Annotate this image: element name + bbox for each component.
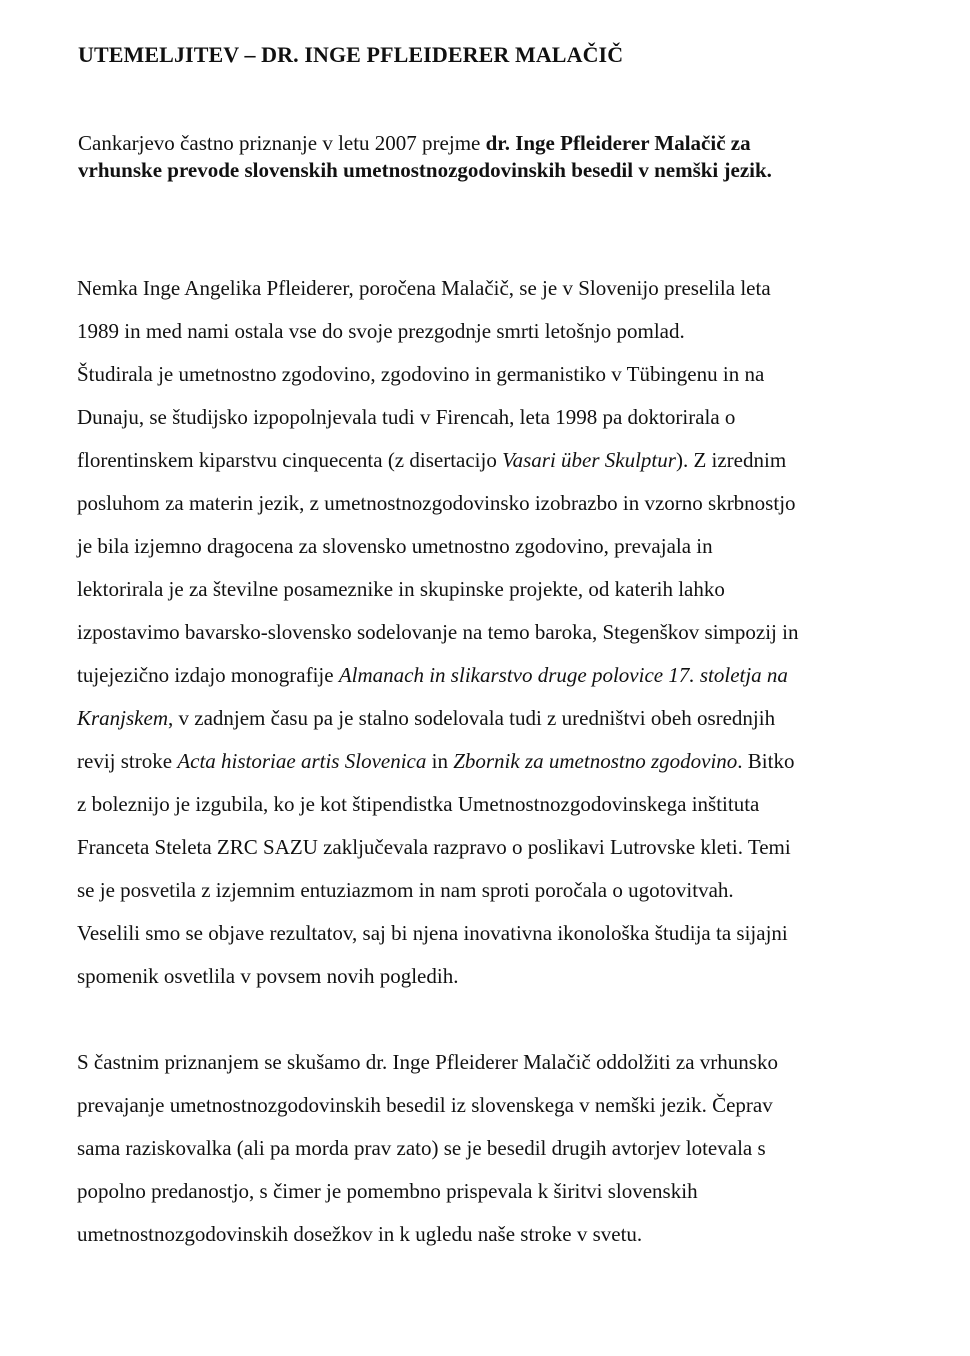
text-segment: revij stroke bbox=[77, 749, 178, 773]
monograph-title-cont: Kranjskem bbox=[77, 706, 168, 730]
text-line: spomenik osvetlila v povsem novih pogledih. bbox=[77, 964, 459, 988]
document-title: UTEMELJITEV – DR. INGE PFLEIDERER MALAČIČ bbox=[78, 42, 624, 67]
intro-bold-text: vrhunske prevode slovenskih umetnostnozgodovinskih besedil v nemški jezik. bbox=[78, 158, 772, 182]
text-line: umetnostnozgodovinskih dosežkov in k ugledu naše stroke v svetu. bbox=[77, 1222, 643, 1246]
closing-paragraph bbox=[77, 1041, 778, 1256]
intro-paragraph bbox=[78, 130, 772, 184]
text-line: Dunaju, se študijsko izpopolnjevala tudi v Firencah, leta 1998 pa doktorirala o bbox=[77, 405, 736, 429]
text-segment: , v zadnjem času pa je stalno sodelovala tudi z uredništvi obeh osrednjih bbox=[168, 706, 776, 730]
text-line bbox=[77, 654, 798, 697]
text-segment: in bbox=[426, 749, 454, 773]
dissertation-title: Vasari über Skulptur bbox=[502, 448, 676, 472]
text-segment: florentinskem kiparstvu cinquecenta (z disertacijo bbox=[77, 448, 503, 472]
text-line: Nemka Inge Angelika Pfleiderer, poročena Malačič, se je v Slovenijo preselila leta bbox=[77, 276, 771, 300]
text-line: izpostavimo bavarsko-slovensko sodelovanje na temo baroka, Stegenškov simpozij in bbox=[77, 620, 799, 644]
biography-paragraph bbox=[77, 267, 798, 998]
text-line: S častnim priznanjem se skušamo dr. Inge Pfleiderer Malačič oddolžiti za vrhunsko bbox=[77, 1050, 778, 1074]
text-line: z boleznijo je izgubila, ko je kot štipendistka Umetnostnozgodovinskega inštituta bbox=[77, 792, 760, 816]
text-line: prevajanje umetnostnozgodovinskih besedil iz slovenskega v nemški jezik. Čeprav bbox=[77, 1093, 773, 1117]
journal-title: Zbornik za umetnostno zgodovino bbox=[453, 749, 738, 773]
text-line: se je posvetila z izjemnim entuziazmom in nam sproti poročala o ugotovitvah. bbox=[77, 878, 734, 902]
text-segment: ). Z izrednim bbox=[675, 448, 787, 472]
text-line: sama raziskovalka (ali pa morda prav zato) se je besedil drugih avtorjev lotevala s bbox=[77, 1136, 766, 1160]
text-line: Veselili smo se objave rezultatov, saj bi njena inovativna ikonološka študija ta sijajni bbox=[77, 921, 788, 945]
text-line bbox=[77, 439, 798, 482]
text-line: je bila izjemno dragocena za slovensko umetnostno zgodovino, prevajala in bbox=[77, 534, 713, 558]
text-line: Franceta Steleta ZRC SAZU zaključevala razpravo o poslikavi Lutrovske kleti. Temi bbox=[77, 835, 791, 859]
text-line: posluhom za materin jezik, z umetnostnozgodovinsko izobrazbo in vzorno skrbnostjo bbox=[77, 491, 796, 515]
text-line bbox=[77, 697, 798, 740]
text-line: lektorirala je za številne posameznike in skupinske projekte, od katerih lahko bbox=[77, 577, 725, 601]
text-line: popolno predanostjo, s čimer je pomembno prispevala k širitvi slovenskih bbox=[77, 1179, 698, 1203]
text-segment: tujejezično izdajo monografije bbox=[77, 663, 339, 687]
text-segment: . Bitko bbox=[737, 749, 795, 773]
intro-line bbox=[78, 130, 772, 157]
intro-text: Cankarjevo častno priznanje v letu 2007 prejme bbox=[78, 131, 486, 155]
text-line: 1989 in med nami ostala vse do svoje prezgodnje smrti letošnjo pomlad. bbox=[77, 319, 685, 343]
monograph-title: Almanach in slikarstvo druge polovice 17. stoletja na bbox=[338, 663, 788, 687]
intro-bold-text: dr. Inge Pfleiderer Malačič za bbox=[485, 131, 751, 155]
text-line: Študirala je umetnostno zgodovino, zgodovino in germanistiko v Tübingenu in na bbox=[77, 362, 765, 386]
journal-title: Acta historiae artis Slovenica bbox=[177, 749, 427, 773]
text-line bbox=[77, 740, 798, 783]
intro-line bbox=[78, 157, 772, 184]
